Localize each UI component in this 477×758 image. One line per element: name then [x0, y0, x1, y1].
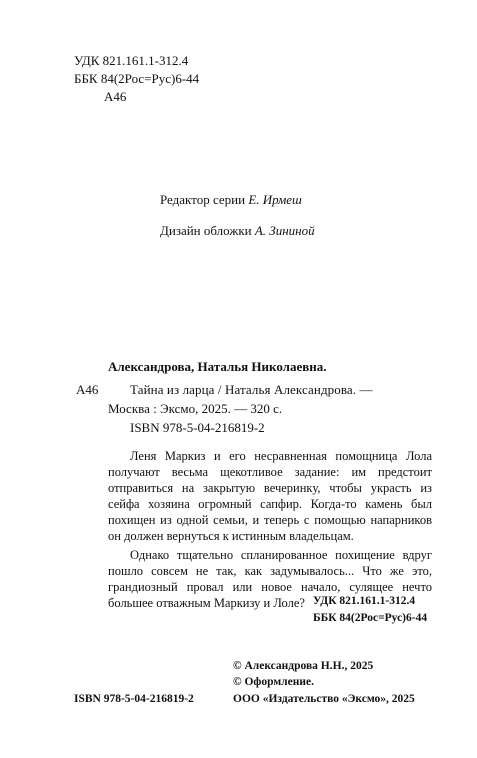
copyright-design: © Оформление.: [233, 676, 314, 688]
annotation-paragraph-2: Однако тщательно спланированное похищение вдруг пошло совсем не так, как задумывалось... Что же это, грандиозный провал или новое начало, сулящее нечто большее отважным Маркизу и Лоле?: [108, 548, 432, 610]
author-sign-side: А46: [76, 382, 99, 397]
annotation-paragraph-1: Леня Маркиз и его несравненная помощница Лола получают весьма щекотливое задание: им предстоит отправиться на закрытую вечеринку, чтобы украсть из сейфа хозяина огромный сапфир. Когда-то камень был похищен из одной семьи, и теперь с помощью напарников он должен вернуться к истинным владельцам.: [108, 449, 432, 543]
cover-designer-label: Дизайн обложки: [160, 223, 252, 238]
author-heading: Александрова, Наталья Николаевна.: [108, 359, 327, 374]
copyright-publisher: ООО «Издательство «Эксмо», 2025: [233, 693, 415, 705]
udk-code-bottom: УДК 821.161.1-312.4: [313, 595, 416, 607]
cover-designer-name: А. Зининой: [254, 223, 315, 238]
title-line: Тайна из ларца / Наталья Александрова. —: [130, 382, 373, 397]
series-editor-name: Е. Ирмеш: [248, 192, 302, 207]
series-editor-credit: [160, 192, 302, 208]
author-sign: А46: [104, 89, 127, 104]
annotation: [108, 448, 432, 611]
cover-designer-credit: [160, 223, 315, 239]
isbn-main: ISBN 978-5-04-216819-2: [130, 420, 265, 435]
bbk-code-bottom: ББК 84(2Рос=Рус)6-44: [313, 612, 428, 624]
copyright-author: © Александрова Н.Н., 2025: [233, 660, 374, 672]
series-editor-label: Редактор серии: [160, 192, 246, 207]
isbn-bottom: ISBN 978-5-04-216819-2: [74, 693, 194, 705]
udk-code: УДК 821.161.1-312.4: [74, 53, 189, 68]
bbk-code: ББК 84(2Рос=Рус)6-44: [74, 71, 200, 86]
imprint-line: Москва : Эксмо, 2025. — 320 с.: [108, 401, 283, 416]
